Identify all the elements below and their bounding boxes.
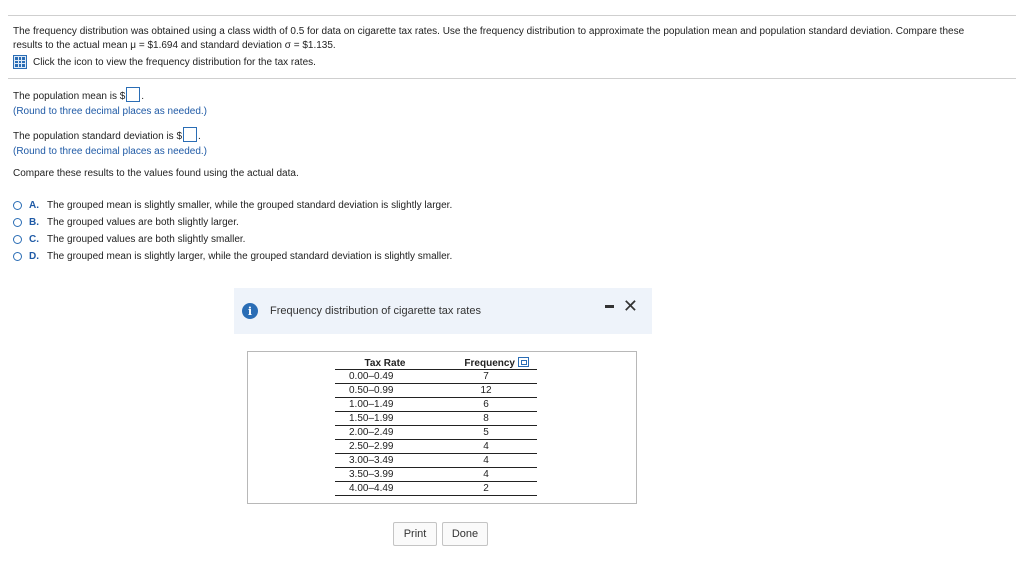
table-row bbox=[335, 440, 537, 454]
tax-rate-cell: 3.50–3.99 bbox=[335, 468, 435, 482]
frequency-cell: 6 bbox=[435, 398, 537, 412]
section-divider bbox=[8, 78, 1016, 79]
table-row bbox=[335, 398, 537, 412]
popup-header[interactable] bbox=[234, 288, 652, 334]
question-prompt bbox=[13, 25, 1013, 53]
sd-question: The population standard deviation is $ . (Round to three decimal places as needed.) bbox=[13, 127, 207, 159]
mean-label: The population mean is $ bbox=[13, 91, 126, 102]
choice-a[interactable] bbox=[13, 197, 452, 214]
prompt-line-2: results to the actual mean μ = $1.694 and standard deviation σ = $1.135. bbox=[13, 40, 336, 51]
sd-label: The population standard deviation is $ bbox=[13, 131, 183, 142]
choice-text: The grouped values are both slightly larger. bbox=[47, 217, 239, 228]
tax-rate-cell: 0.00–0.49 bbox=[335, 370, 435, 384]
table-row bbox=[335, 426, 537, 440]
choice-letter: D. bbox=[29, 251, 39, 262]
tax-rate-cell: 1.00–1.49 bbox=[335, 398, 435, 412]
radio-icon[interactable] bbox=[13, 252, 22, 261]
choice-letter: C. bbox=[29, 234, 39, 245]
table-row bbox=[335, 454, 537, 468]
frequency-cell: 12 bbox=[435, 384, 537, 398]
choice-c[interactable] bbox=[13, 231, 452, 248]
mean-question: The population mean is $ . (Round to three decimal places as needed.) bbox=[13, 87, 207, 119]
table-row bbox=[335, 482, 537, 496]
table-row bbox=[335, 412, 537, 426]
choice-d[interactable] bbox=[13, 248, 452, 265]
frequency-cell: 8 bbox=[435, 412, 537, 426]
copy-data-icon[interactable] bbox=[518, 357, 529, 367]
frequency-table-panel bbox=[247, 351, 637, 504]
tax-rate-cell: 2.00–2.49 bbox=[335, 426, 435, 440]
done-button[interactable]: Done bbox=[442, 522, 488, 546]
info-icon: i bbox=[242, 303, 258, 319]
tax-rate-cell: 1.50–1.99 bbox=[335, 412, 435, 426]
choice-text: The grouped values are both slightly smaller. bbox=[47, 234, 246, 245]
frequency-cell: 5 bbox=[435, 426, 537, 440]
frequency-cell: 4 bbox=[435, 454, 537, 468]
choice-text: The grouped mean is slightly larger, while the grouped standard deviation is slightly smaller. bbox=[47, 251, 453, 262]
mean-round-note: (Round to three decimal places as needed.) bbox=[13, 106, 208, 117]
print-button[interactable]: Print bbox=[393, 522, 437, 546]
radio-icon[interactable] bbox=[13, 201, 22, 210]
choice-text: The grouped mean is slightly smaller, while the grouped standard deviation is slightly larger. bbox=[47, 200, 453, 211]
table-row bbox=[335, 468, 537, 482]
table-row bbox=[335, 370, 537, 384]
tax-rate-cell: 4.00–4.49 bbox=[335, 482, 435, 496]
tax-rate-cell: 2.50–2.99 bbox=[335, 440, 435, 454]
prompt-line-1: The frequency distribution was obtained using a class width of 0.5 for data on cigarette tax rates. Use the frequency distribution to approximate the population mean and population standard deviation. Compare these bbox=[13, 26, 965, 37]
close-icon[interactable]: ✕ bbox=[622, 296, 638, 316]
radio-icon[interactable] bbox=[13, 218, 22, 227]
choice-letter: B. bbox=[29, 217, 39, 228]
mean-answer-input[interactable] bbox=[126, 87, 140, 102]
frequency-cell: 7 bbox=[435, 370, 537, 384]
frequency-cell: 2 bbox=[435, 482, 537, 496]
choice-b[interactable] bbox=[13, 214, 452, 231]
frequency-cell: 4 bbox=[435, 440, 537, 454]
data-hint-link[interactable] bbox=[13, 55, 316, 69]
tax-rate-cell: 0.50–0.99 bbox=[335, 384, 435, 398]
sd-answer-input[interactable] bbox=[183, 127, 197, 142]
popup-title: Frequency distribution of cigarette tax rates bbox=[270, 305, 481, 317]
frequency-header-label: Frequency bbox=[464, 358, 515, 369]
hint-text: Click the icon to view the frequency distribution for the tax rates. bbox=[33, 56, 316, 68]
table-row bbox=[335, 384, 537, 398]
frequency-table bbox=[335, 356, 537, 496]
sd-round-note: (Round to three decimal places as needed.) bbox=[13, 146, 208, 157]
column-header-frequency bbox=[435, 356, 537, 370]
radio-icon[interactable] bbox=[13, 235, 22, 244]
table-icon[interactable] bbox=[13, 55, 27, 69]
frequency-cell: 4 bbox=[435, 468, 537, 482]
tax-rate-cell: 3.00–3.49 bbox=[335, 454, 435, 468]
minimize-icon[interactable] bbox=[605, 305, 614, 308]
answer-choices bbox=[13, 197, 452, 265]
compare-prompt: Compare these results to the values found using the actual data. bbox=[13, 168, 299, 179]
top-divider bbox=[8, 15, 1016, 16]
choice-letter: A. bbox=[29, 200, 39, 211]
column-header-tax-rate: Tax Rate bbox=[335, 356, 435, 370]
